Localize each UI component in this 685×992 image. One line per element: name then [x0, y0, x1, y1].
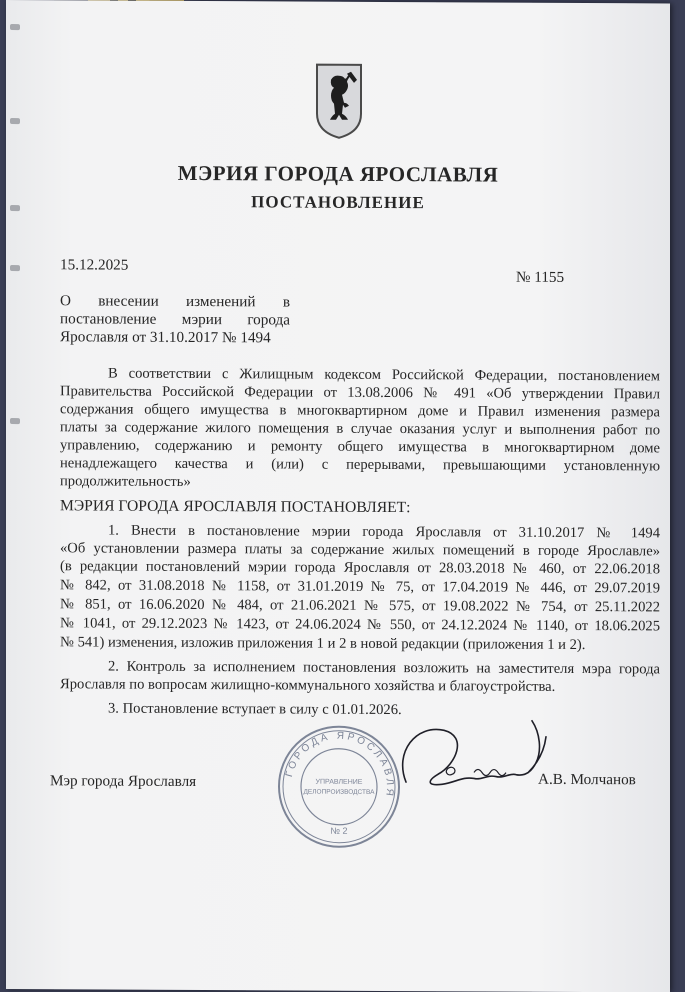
signatory-position: Мэр города Ярославля	[50, 772, 197, 790]
subject-line: Ярославля от 31.10.2017 № 1494	[60, 328, 271, 347]
margin-mark	[10, 118, 20, 124]
seal-outer-text: ГОРОДА ЯРОСЛАВЛЯ	[283, 730, 396, 800]
margin-mark	[10, 24, 20, 30]
item2-line: 2. Контроль за исполнением постановления возложить на заместителя мэра города	[108, 658, 660, 678]
item1-line: «Об установлении размера платы за содержание жилых помещений в городе Ярославле»	[60, 540, 660, 560]
seal-number: № 2	[330, 825, 348, 836]
preamble-line: содержания общего имущества в многоквартирном доме и Правил изменения размера	[60, 401, 660, 421]
item1-line: 1. Внести в постановление мэрии города Ярославля от 31.10.2017 № 1494	[108, 522, 660, 542]
item1-line: № 851, от 16.06.2020 № 484, от 21.06.2021 № 575, от 19.08.2022 № 754, от 25.11.2022	[60, 596, 660, 616]
seal-inner-text: ДЕЛОПРОИЗВОДСТВА	[303, 788, 375, 796]
handwritten-signature	[386, 712, 556, 803]
subject-line: О внесении изменений в	[60, 292, 290, 311]
document-page	[6, 0, 670, 992]
item1-line: (в редакции постановлений мэрии города Ярославля от 28.03.2018 № 460, от 22.06.2018	[60, 558, 660, 578]
item1-line: № 1041, от 29.12.2023 № 1423, от 24.06.2024 № 550, от 24.12.2024 № 1140, от 18.06.2025	[60, 615, 660, 635]
coat-of-arms-icon	[314, 62, 364, 140]
preamble-line: платы за содержание жилого помещения в случае оказания услуг и выполнения работ по	[60, 419, 660, 439]
seal-inner-text: УПРАВЛЕНИЕ	[315, 778, 363, 786]
decree-heading: МЭРИЯ ГОРОДА ЯРОСЛАВЛЯ ПОСТАНОВЛЯЕТ:	[60, 497, 411, 517]
preamble-line: Правительства Российской Федерации от 13.08.2006 № 491 «Об утверждении Правил	[60, 383, 660, 403]
item1-line: № 541) изменения, изложив приложения 1 и 2 в новой редакции (приложения 1 и 2).	[60, 634, 586, 654]
doc-type: ПОСТАНОВЛЕНИЕ	[251, 192, 425, 213]
official-seal	[276, 723, 402, 850]
signatory-name: А.В. Молчанов	[538, 770, 636, 789]
preamble-line: продолжительность»	[60, 473, 191, 490]
preamble-line: ненадлежащего качества и (или) с перерывами, превышающими установленную	[60, 455, 660, 475]
doc-date: 15.12.2025	[60, 256, 129, 274]
item3-text: 3. Постановление вступает в силу с 01.01.2026.	[108, 700, 402, 719]
margin-mark	[10, 265, 20, 271]
org-title: МЭРИЯ ГОРОДА ЯРОСЛАВЛЯ	[177, 160, 499, 187]
doc-number: № 1155	[516, 268, 565, 286]
margin-mark	[10, 418, 20, 424]
preamble-line: В соответствии с Жилищным кодексом Российской Федерации, постановлением	[108, 365, 660, 385]
preamble-line: управлению, содержанию и ремонту общего имущества в многоквартирном доме	[60, 437, 660, 457]
item1-line: № 842, от 31.08.2018 № 1158, от 31.01.2019 № 75, от 17.04.2019 № 446, от 29.07.2019	[60, 577, 660, 597]
item2-line: Ярославля по вопросам жилищно-коммунального хозяйства и благоустройства.	[60, 676, 556, 695]
subject-line: постановление мэрии города	[60, 310, 290, 329]
